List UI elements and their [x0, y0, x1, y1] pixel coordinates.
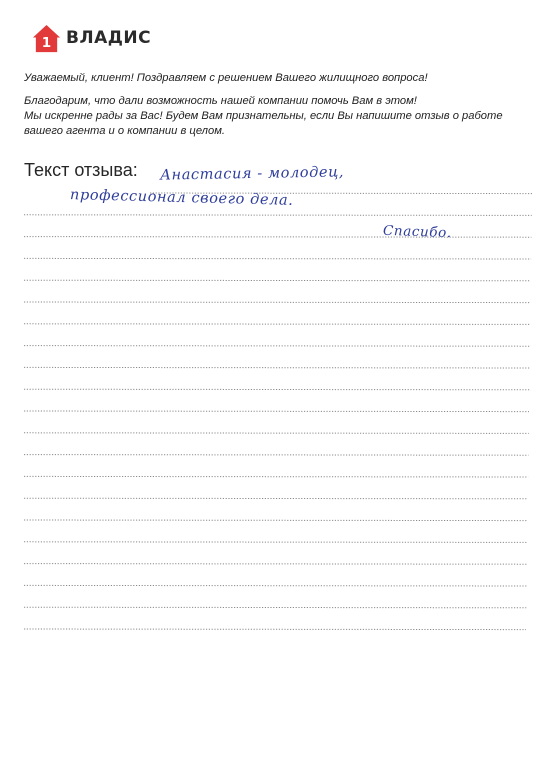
writing-line	[24, 476, 528, 477]
writing-line	[24, 215, 532, 216]
writing-line	[24, 411, 529, 412]
writing-line	[24, 520, 528, 521]
writing-line	[24, 389, 529, 390]
writing-line	[24, 564, 527, 565]
writing-line	[24, 629, 526, 630]
handwritten-signoff: Спасибо.	[382, 222, 453, 242]
writing-line	[24, 258, 531, 259]
thanks-line: Благодарим, что дали возможность нашей компании помочь Вам в этом!	[24, 95, 417, 107]
writing-line	[24, 280, 531, 281]
writing-line	[24, 542, 527, 543]
writing-line	[24, 367, 530, 368]
handwritten-review-line: профессионал своего дела.	[69, 187, 294, 209]
writing-line	[24, 455, 528, 456]
greeting-text: Уважаемый, клиент! Поздравляем с решением Вашего жилищного вопроса!	[24, 72, 428, 84]
thanks-line: вашего агента и о компании в целом.	[24, 125, 225, 137]
writing-line	[24, 585, 527, 586]
writing-line	[24, 237, 531, 238]
writing-line	[24, 302, 531, 303]
writing-line	[24, 607, 526, 608]
thanks-line: Мы искренне рады за Вас! Будем Вам признательны, если Вы напишите отзыв о работе	[24, 110, 503, 122]
review-label: Текст отзыва:	[24, 160, 138, 180]
writing-line	[24, 498, 528, 499]
logo-digit: 1	[41, 34, 52, 51]
writing-line	[24, 324, 530, 325]
company-name: ВЛАДИС	[66, 28, 152, 48]
writing-line	[24, 346, 530, 347]
writing-line	[24, 433, 529, 434]
handwritten-review-line: Анастасия - молодец,	[159, 164, 345, 184]
